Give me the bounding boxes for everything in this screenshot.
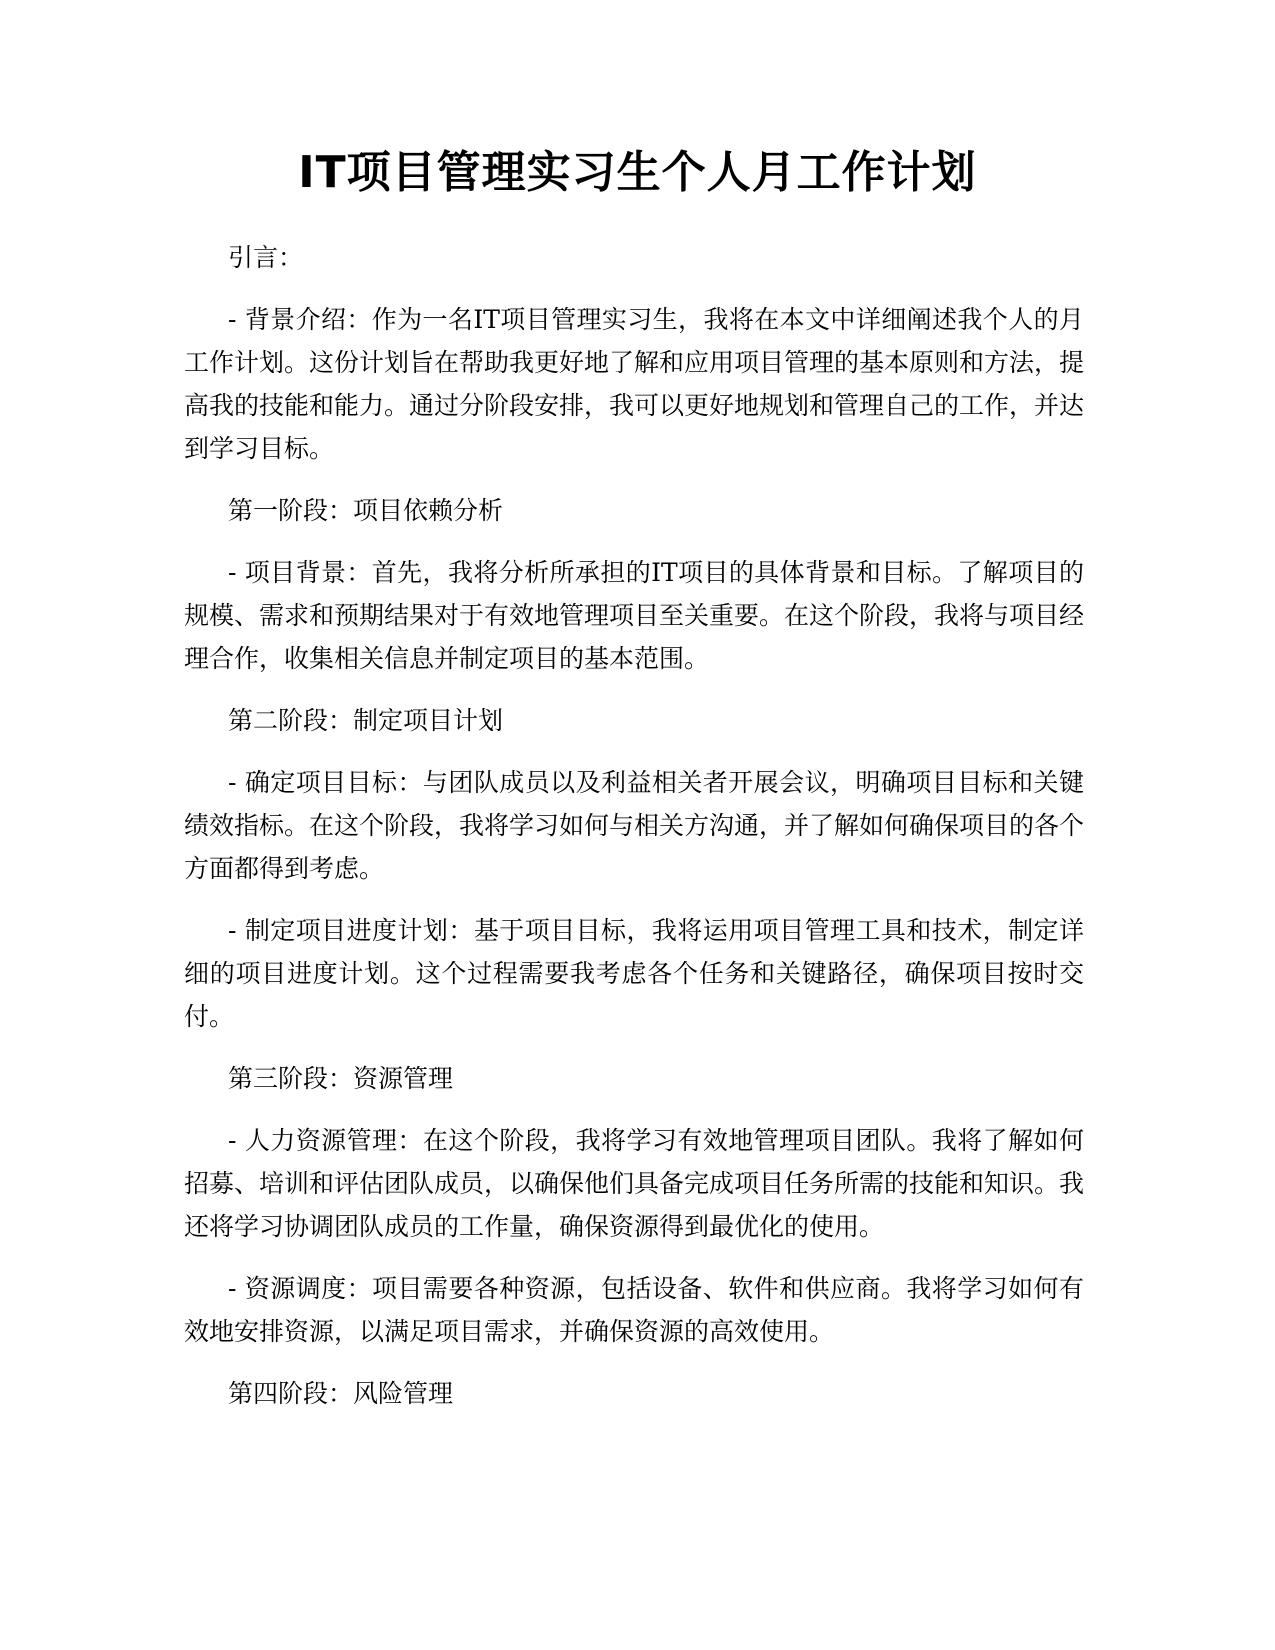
phase-3-scheduling-paragraph: - 资源调度：项目需要各种资源，包括设备、软件和供应商。我将学习如何有效地安排资源，以满足项目需求，并确保资源的高效使用。 xyxy=(184,1274,1084,1346)
phase-4-heading: 第四阶段：风险管理 xyxy=(228,1379,454,1408)
phase-2-schedule-paragraph: - 制定项目进度计划：基于项目目标，我将运用项目管理工具和技术，制定详细的项目进度计划。这个过程需要我考虑各个任务和关键路径，确保项目按时交付。 xyxy=(184,916,1084,1031)
background-paragraph: - 背景介绍：作为一名IT项目管理实习生，我将在本文中详细阐述我个人的月工作计划。这份计划旨在帮助我更好地了解和应用项目管理的基本原则和方法，提高我的技能和能力。通过分阶段安排，我可以更好地规划和管理自己的工作，并达到学习目标。 xyxy=(184,305,1085,463)
phase-1-paragraph: - 项目背景：首先，我将分析所承担的IT项目的具体背景和目标。了解项目的规模、需求和预期结果对于有效地管理项目至关重要。在这个阶段，我将与项目经理合作，收集相关信息并制定项目的基本范围。 xyxy=(184,558,1085,673)
phase-3-hr-paragraph: - 人力资源管理：在这个阶段，我将学习有效地管理项目团队。我将了解如何招募、培训和评估团队成员，以确保他们具备完成项目任务所需的技能和知识。我还将学习协调团队成员的工作量，确保资源得到最优化的使用。 xyxy=(184,1126,1085,1241)
phase-3-heading: 第三阶段：资源管理 xyxy=(228,1064,454,1093)
intro-heading: 引言： xyxy=(228,243,304,272)
document-body xyxy=(184,236,1084,1434)
phase-2-heading: 第二阶段：制定项目计划 xyxy=(228,706,504,735)
document-title: IT项目管理实习生个人月工作计划 xyxy=(298,147,977,198)
phase-1-heading: 第一阶段：项目依赖分析 xyxy=(228,496,504,525)
phase-2-goals-paragraph: - 确定项目目标：与团队成员以及利益相关者开展会议，明确项目目标和关键绩效指标。在这个阶段，我将学习如何与相关方沟通，并了解如何确保项目的各个方面都得到考虑。 xyxy=(184,768,1085,883)
